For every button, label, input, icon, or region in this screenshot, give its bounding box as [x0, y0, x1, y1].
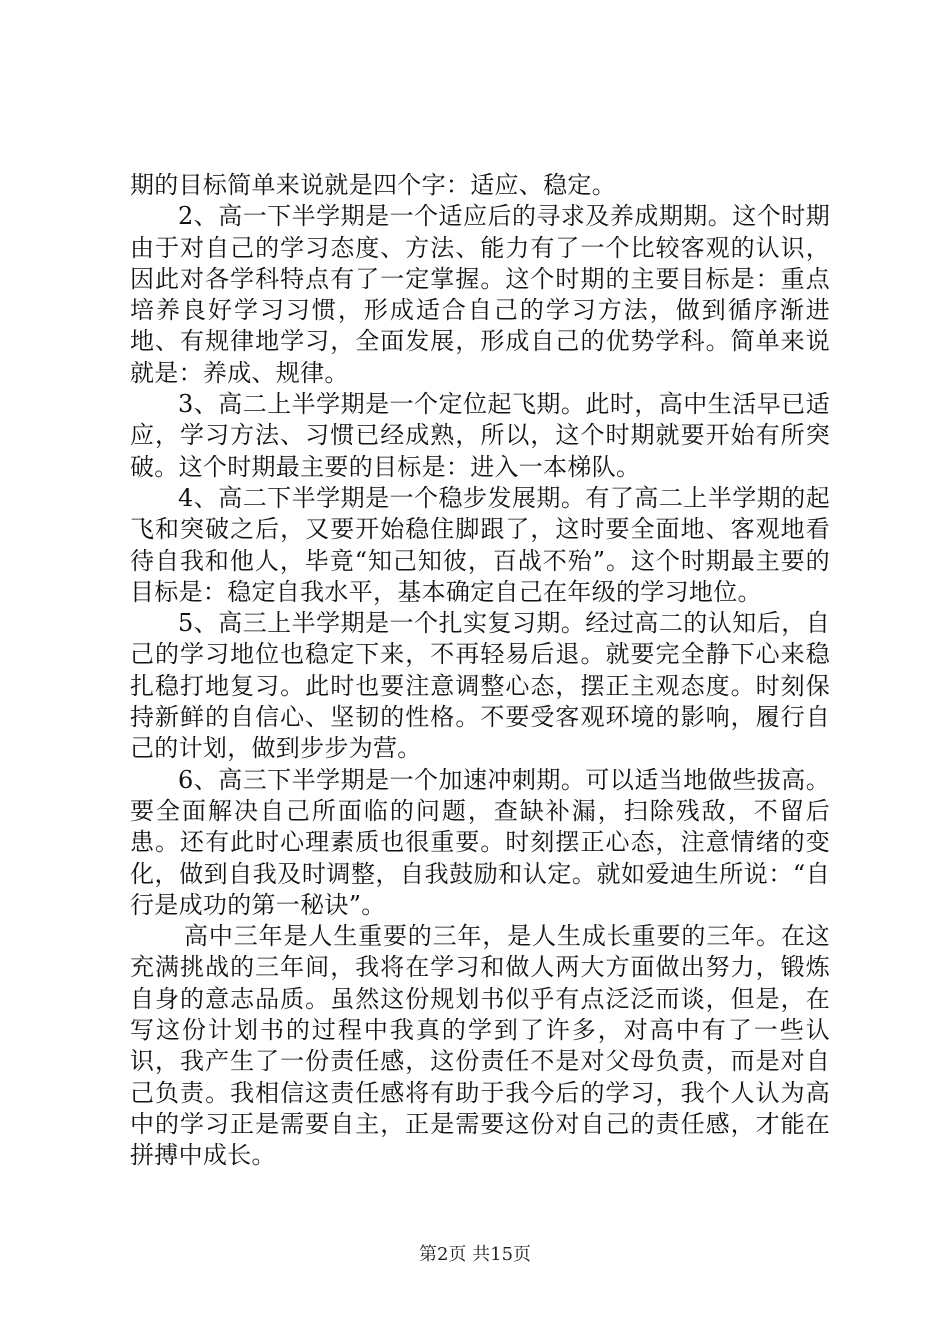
paragraph-5: 5、高三上半学期是一个扎实复习期。经过高二的认知后，自己的学习地位也稳定下来，不再轻易后退。就要完全静下心来稳扎稳打地复习。此时也要注意调整心态，摆正主观态度。时刻保持新鲜的自信心、坚韧的性格。不要受客观环境的影响，履行自己的计划，做到步步为营。: [130, 609, 830, 763]
paragraph-3: 3、高二上半学期是一个定位起飞期。此时，高中生活早已适应，学习方法、习惯已经成熟，所以，这个时期就要开始有所突破。这个时期最主要的目标是：进入一本梯队。: [130, 390, 830, 481]
document-body: [130, 170, 830, 1172]
paragraph-4: 4、高二下半学期是一个稳步发展期。有了高二上半学期的起飞和突破之后，又要开始稳住脚跟了，这时要全面地、客观地看待自我和他人，毕竟“知己知彼，百战不殆”。这个时期最主要的目标是：稳定自我水平，基本确定自己在年级的学习地位。: [130, 483, 830, 606]
paragraph-1: 期的目标简单来说就是四个字：适应、稳定。: [130, 171, 616, 199]
page-footer: 第2页 共15页: [418, 1244, 532, 1265]
paragraph-6: 6、高三下半学期是一个加速冲刺期。可以适当地做些拔高。要全面解决自己所面临的问题，查缺补漏，扫除残敌，不留后患。还有此时心理素质也很重要。时刻摆正心态，注意情绪的变化，做到自我及时调整，自我鼓励和认定。就如爱迪生所说：“自行是成功的第一秘诀”。: [130, 765, 830, 919]
paragraph-7: 高中三年是人生重要的三年，是人生成长重要的三年。在这充满挑战的三年间，我将在学习和做人两大方面做出努力，锻炼自身的意志品质。虽然这份规划书似乎有点泛泛而谈，但是，在写这份计划书的过程中我真的学到了许多，对高中有了一些认识，我产生了一份责任感，这份责任不是对父母负责，而是对自己负责。我相信这责任感将有助于我今后的学习，我个人认为高中的学习正是需要自主，正是需要这份对自己的责任感，才能在拼搏中成长。: [130, 922, 830, 1170]
paragraph-2: 2、高一下半学期是一个适应后的寻求及养成期期。这个时期由于对自己的学习态度、方法、能力有了一个比较客观的认识，因此对各学科特点有了一定掌握。这个时期的主要目标是：重点培养良好学习习惯，形成适合自己的学习方法，做到循序渐进地、有规律地学习，全面发展，形成自己的优势学科。简单来说就是：养成、规律。: [130, 202, 830, 387]
